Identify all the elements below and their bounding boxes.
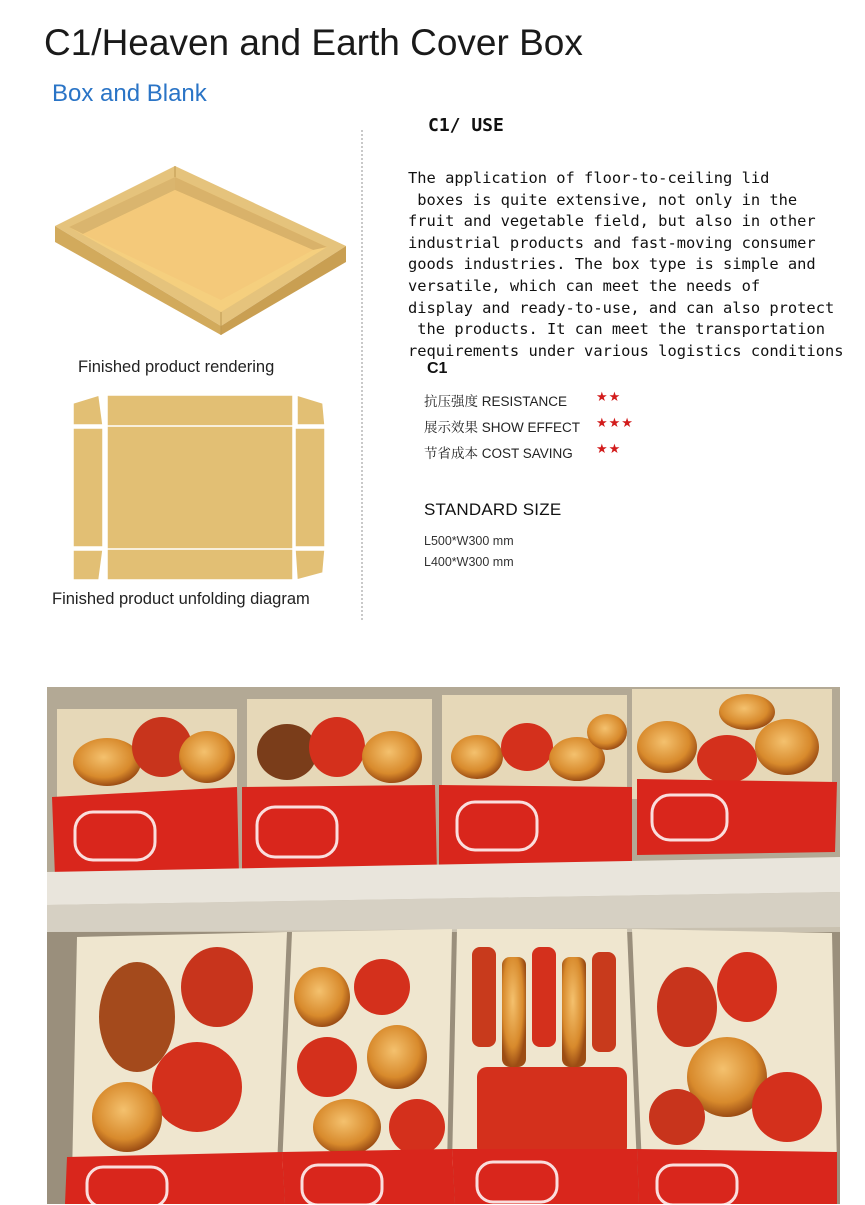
star-rating-icon: ★★ bbox=[596, 441, 622, 456]
size-item: L400*W300 mm bbox=[424, 555, 514, 569]
rating-resistance bbox=[424, 389, 622, 410]
size-item: L500*W300 mm bbox=[424, 534, 514, 548]
unfolding-diagram-image bbox=[73, 395, 325, 580]
rating-label: 展示效果 SHOW EFFECT bbox=[424, 420, 580, 435]
rating-cost-saving bbox=[424, 441, 622, 462]
rendering-caption: Finished product rendering bbox=[78, 358, 275, 376]
product-display-photo bbox=[47, 687, 840, 1204]
star-rating-icon: ★★ bbox=[596, 389, 622, 404]
use-heading: C1/ USE bbox=[428, 115, 504, 136]
section-subtitle: Box and Blank bbox=[52, 80, 207, 107]
box-rendering-image bbox=[55, 160, 350, 335]
unfolding-caption: Finished product unfolding diagram bbox=[52, 590, 310, 608]
use-description: The application of floor-to-ceiling lid boxes is quite extensive, not only in the fruit and vegetable field, but also in other industrial products and fast-moving consumer goods industries. The box type is simple and versatile, which can meet the needs of display and ready-to-use, and can also protect the products. It can meet the transportation requirements under various logistics conditions bbox=[408, 169, 844, 360]
column-divider bbox=[361, 130, 363, 620]
rating-label: 节省成本 COST SAVING bbox=[424, 446, 573, 461]
rating-show-effect bbox=[424, 415, 634, 436]
rating-label: 抗压强度 RESISTANCE bbox=[424, 394, 568, 409]
star-rating-icon: ★★★ bbox=[596, 415, 634, 430]
model-label: C1 bbox=[427, 360, 448, 377]
standard-size-heading: STANDARD SIZE bbox=[424, 500, 562, 519]
page-title: C1/Heaven and Earth Cover Box bbox=[44, 22, 583, 63]
